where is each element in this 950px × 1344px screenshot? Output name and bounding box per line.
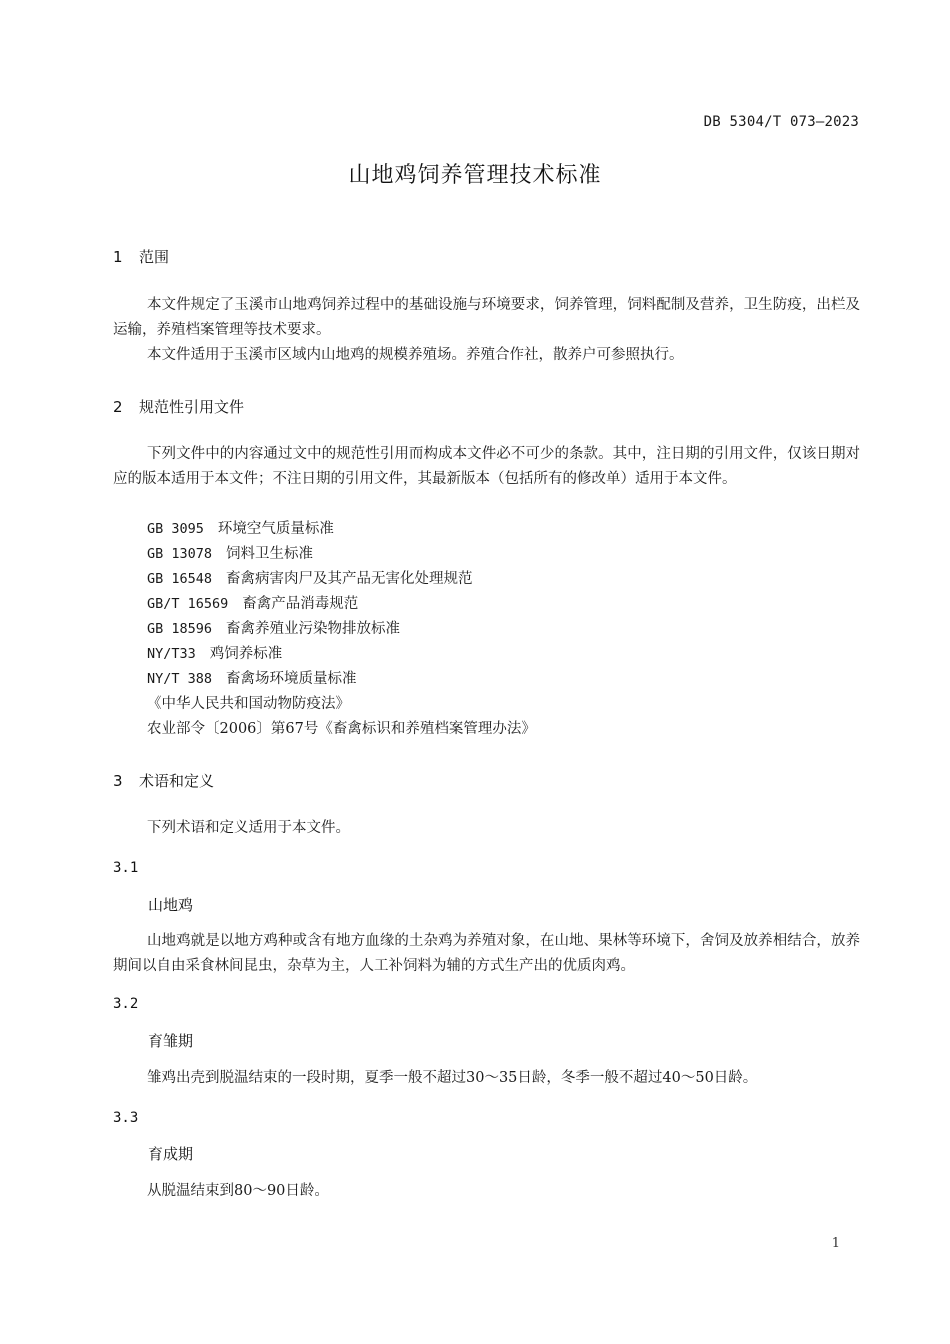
section-title: 术语和定义 [139,772,215,790]
reference-code: GB 3095 [147,521,204,537]
reference-code: GB 13078 [147,546,213,562]
section-number: 3 [113,772,123,790]
section-number: 1 [113,248,123,266]
term-name: 山地鸡 [148,896,194,914]
reference-title: 鸡饲养标准 [209,646,283,662]
term-name: 育雏期 [148,1032,194,1050]
reference-title: 畜禽场环境质量标准 [226,671,357,687]
scope-paragraph-2: 本文件适用于玉溪市区域内山地鸡的规模养殖场。养殖合作社，散养户可参照执行。 [147,347,684,363]
term-number: 3.3 [113,1110,139,1126]
reference-item [147,617,400,642]
reference-title: 环境空气质量标准 [217,521,334,537]
document-title: 山地鸡饲养管理技术标准 [348,163,602,188]
page-number: 1 [831,1236,840,1251]
section-heading-terms [113,770,214,791]
reference-item [147,642,282,667]
terms-intro: 下列术语和定义适用于本文件。 [147,820,350,836]
reference-title: 畜禽产品消毒规范 [242,596,359,612]
document-code: DB 5304/T 073—2023 [703,114,859,130]
reference-item [147,542,313,567]
reference-item [147,592,358,617]
scope-paragraph-1: 本文件规定了玉溪市山地鸡饲养过程中的基础设施与环境要求，饲养管理，饲料配制及营养，卫生防疫，出栏及运输，养殖档案管理等技术要求。 [113,297,860,338]
reference-title: 饲料卫生标准 [226,546,314,562]
section-number: 2 [113,398,123,416]
reference-law: 《中华人民共和国动物防疫法》 [147,696,350,712]
reference-title: 畜禽病害肉尸及其产品无害化处理规范 [226,571,473,587]
term-definition: 雏鸡出壳到脱温结束的一段时期，夏季一般不超过30～35日龄，冬季一般不超过40～50日龄。 [147,1070,758,1086]
section-heading-normative [113,396,244,417]
reference-code: NY/T33 [147,646,196,662]
reference-item [147,567,473,592]
reference-code: GB/T 16569 [147,596,229,612]
term-number: 3.1 [113,860,139,876]
reference-regulation: 农业部令〔2006〕第67号《畜禽标识和养殖档案管理办法》 [147,721,536,737]
term-name: 育成期 [148,1145,194,1163]
section-heading-scope [113,246,169,267]
reference-item [147,517,334,542]
reference-item [147,667,357,692]
section-title: 规范性引用文件 [139,398,245,416]
reference-code: NY/T 388 [147,671,213,687]
reference-code: GB 18596 [147,621,213,637]
reference-code: GB 16548 [147,571,213,587]
section-title: 范围 [139,248,170,266]
term-definition: 从脱温结束到80～90日龄。 [147,1183,329,1199]
term-definition: 山地鸡就是以地方鸡种或含有地方血缘的土杂鸡为养殖对象，在山地、果林等环境下，舍饲及放养相结合，放养期间以自由采食林间昆虫，杂草为主，人工补饲料为辅的方式生产出的优质肉鸡。 [113,933,860,974]
reference-title: 畜禽养殖业污染物排放标准 [226,621,401,637]
normative-intro: 下列文件中的内容通过文中的规范性引用而构成本文件必不可少的条款。其中，注日期的引用文件，仅该日期对应的版本适用于本文件；不注日期的引用文件，其最新版本（包括所有的修改单）适用于本文件。 [113,446,860,487]
term-number: 3.2 [113,996,139,1012]
